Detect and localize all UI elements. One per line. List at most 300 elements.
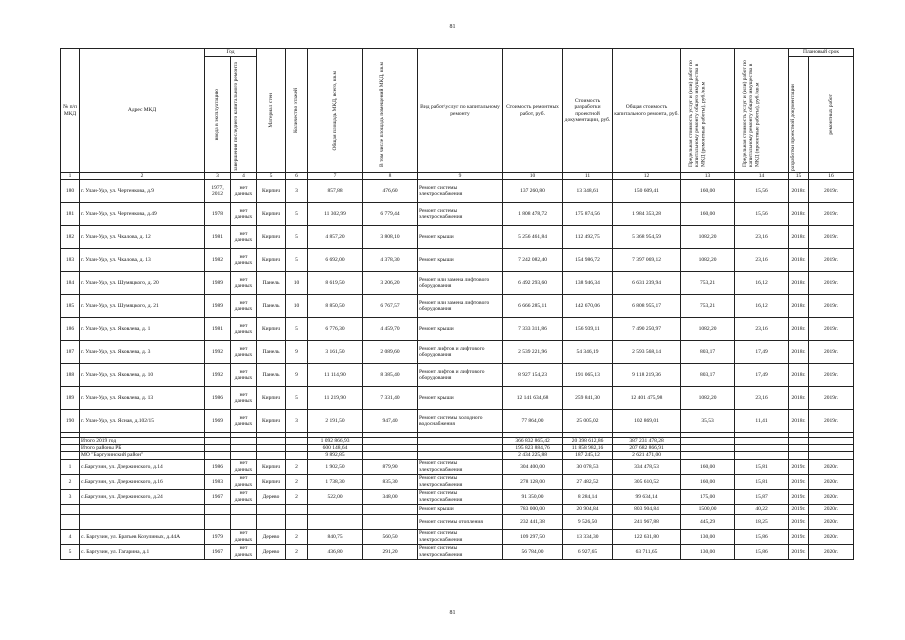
work-type-cell: Ремонт или замена лифтового оборудования <box>418 295 503 318</box>
premises-area-cell: 6 779,44 <box>363 203 418 226</box>
floors-cell: 5 <box>286 387 308 410</box>
row-number: 190 <box>61 410 80 433</box>
year-commission-cell: 1967 <box>205 489 231 504</box>
total-cost-cell: 6 631 239,94 <box>613 272 681 295</box>
last-repair-cell: нет данных <box>231 364 257 387</box>
header-floors: Количество этажей <box>293 87 300 134</box>
premises-area-cell: 7 331,40 <box>363 387 418 410</box>
header-planned-group: Плановый срок <box>789 49 854 57</box>
year-commission-cell: 1986 <box>205 459 231 474</box>
col-number: 12 <box>613 173 681 180</box>
limit-cost-design-cell: 23,16 <box>735 249 789 272</box>
planned-repair-cell: 2019г. <box>809 249 854 272</box>
limit-cost-repair-cell: 753,21 <box>681 295 735 318</box>
total-area-cell: 522,00 <box>308 489 363 504</box>
planned-repair-cell: 2020г. <box>809 529 854 544</box>
table-row <box>61 226 854 249</box>
floors-cell: 10 <box>286 272 308 295</box>
planned-design-cell: 2018г. <box>789 318 809 341</box>
work-type-cell: Ремонт крыши <box>418 387 503 410</box>
row-number: 181 <box>61 203 80 226</box>
col-number: 1 <box>61 173 80 180</box>
row-number: 3 <box>61 489 80 504</box>
col-number: 2 <box>80 173 205 180</box>
planned-design-cell: 2018г. <box>789 249 809 272</box>
work-type-cell: Ремонт системы электроснабжения <box>418 474 503 489</box>
row-number: 4 <box>61 529 80 544</box>
address-cell: г. Улан-Удэ, ул. Яковлева, д. 1 <box>80 318 205 341</box>
last-repair-cell: нет данных <box>231 474 257 489</box>
address-cell: г. Улан-Удэ, ул. Чкалова, д. 12 <box>80 226 205 249</box>
floors-cell: 10 <box>286 295 308 318</box>
col-number: 10 <box>503 173 563 180</box>
repair-register-table <box>60 48 854 560</box>
premises-area-cell: 8 385,40 <box>363 364 418 387</box>
limit-cost-repair-cell: 803,17 <box>681 341 735 364</box>
row-number: 2 <box>61 474 80 489</box>
address-cell: г. Улан-Удэ, ул. Яковлева, д. 3 <box>80 341 205 364</box>
wall-material-cell: Кирпич <box>257 249 286 272</box>
address-cell: с.Баргузин, ул. Дзержинского, д.14 <box>80 459 205 474</box>
wall-material-cell: Кирпич <box>257 203 286 226</box>
design-cost-cell: 54 346,19 <box>563 341 613 364</box>
table-row <box>61 295 854 318</box>
work-type-cell: Ремонт или замена лифтового оборудования <box>418 272 503 295</box>
planned-design-cell: 2019г. <box>789 489 809 504</box>
premises-area-cell: 4 378,30 <box>363 249 418 272</box>
total-area-cell: 840,75 <box>308 529 363 544</box>
planned-design-cell: 2018г. <box>789 295 809 318</box>
work-type-cell: Ремонт крыши <box>418 249 503 272</box>
col-number: 4 <box>231 173 257 180</box>
limit-cost-design-cell: 16,12 <box>735 295 789 318</box>
table-row <box>61 272 854 295</box>
table-body-barguzin-cont <box>61 529 854 559</box>
limit-cost-design-cell: 15,56 <box>735 180 789 203</box>
floors-cell: 2 <box>286 459 308 474</box>
address-cell: с. Баргузин, ул. Гагарина, д.1 <box>80 544 205 559</box>
work-type-cell: Ремонт лифтов и лифтового оборудования <box>418 341 503 364</box>
total-area-cell: 2 191,50 <box>308 410 363 433</box>
premises-area-cell: 476,60 <box>363 180 418 203</box>
total-cost-cell: 305 610,52 <box>613 474 681 489</box>
header-address: Адрес МКД <box>80 49 205 173</box>
last-repair-cell: нет данных <box>231 489 257 504</box>
limit-cost-repair-cell: 130,00 <box>681 529 735 544</box>
year-commission-cell: 1981 <box>205 226 231 249</box>
planned-repair-cell: 2020г. <box>809 544 854 559</box>
header-total-area: Общая площадь МКД, всего, кв.м <box>331 70 338 151</box>
total-area-cell: 8 850,50 <box>308 295 363 318</box>
header-total-cost: Общая стоимость капитального ремонта, руб. <box>613 49 681 173</box>
work-type-cell: Ремонт лифтов и лифтового оборудования <box>418 364 503 387</box>
floors-cell: 5 <box>286 318 308 341</box>
work-type-cell: Ремонт крыши <box>418 226 503 249</box>
address-cell: г. Улан-Удэ, ул. Шумяцкого, д. 20 <box>80 272 205 295</box>
address-cell: г. Улан-Удэ, ул. Чертенкова, д.9 <box>80 180 205 203</box>
year-commission-cell: 1978 <box>205 203 231 226</box>
address-cell: с. Баргузин, ул. Братьев Козулиных, д.44А <box>80 529 205 544</box>
wall-material-cell: Панель <box>257 364 286 387</box>
header-limit-cost-design: Предельная стоимость услуг и (или) работ по капитальному ремонту общего имущества в МКД (проектные работы), руб./кв.м <box>741 59 760 167</box>
col-number: 9 <box>418 173 503 180</box>
floors-cell: 9 <box>286 341 308 364</box>
planned-design-cell: 2019г. <box>789 459 809 474</box>
total-area-cell: 4 857,20 <box>308 226 363 249</box>
header-design-cost: Стоимость разработки проектной документации, руб. <box>563 49 613 173</box>
header-wall-material: Материал стен <box>267 93 274 128</box>
total-cost-cell: 334 478,53 <box>613 459 681 474</box>
limit-cost-design-cell: 17,49 <box>735 364 789 387</box>
work-cost-cell: 56 784,00 <box>503 544 563 559</box>
planned-repair-cell: 2019г. <box>809 180 854 203</box>
col-number: 7 <box>308 173 363 180</box>
total-area-cell: 11 302,99 <box>308 203 363 226</box>
year-commission-cell: 1983 <box>205 474 231 489</box>
floors-cell: 2 <box>286 529 308 544</box>
table-row: Ремонт крыши 783 000,00 20 904,84 803 904,84 1500,00 40,22 2019г. 2020г. <box>61 504 854 514</box>
limit-cost-design-cell: 15,81 <box>735 474 789 489</box>
design-cost-cell: 13 334,30 <box>563 529 613 544</box>
work-type-cell: Ремонт системы электроснабжения <box>418 544 503 559</box>
limit-cost-design-cell: 15,86 <box>735 529 789 544</box>
last-repair-cell: нет данных <box>231 180 257 203</box>
work-cost-cell: 6 666 285,11 <box>503 295 563 318</box>
last-repair-cell: нет данных <box>231 529 257 544</box>
limit-cost-repair-cell: 160,00 <box>681 474 735 489</box>
table-row <box>61 544 854 559</box>
work-type-cell: Ремонт системы электроснабжения <box>418 529 503 544</box>
last-repair-cell: нет данных <box>231 387 257 410</box>
col-number: 14 <box>735 173 789 180</box>
planned-design-cell: 2018г. <box>789 387 809 410</box>
year-commission-cell: 1981 <box>205 318 231 341</box>
work-cost-cell: 304 400,00 <box>503 459 563 474</box>
header-year-group: Год <box>205 49 257 57</box>
total-area-cell: 6 776,30 <box>308 318 363 341</box>
row-number: 189 <box>61 387 80 410</box>
total-cost-cell: 12 401 475,98 <box>613 387 681 410</box>
col-number: 3 <box>205 173 231 180</box>
total-cost-cell: 2 593 568,14 <box>613 341 681 364</box>
wall-material-cell: Кирпич <box>257 318 286 341</box>
address-cell: г. Улан-Удэ, ул. Чкалова, д. 13 <box>80 249 205 272</box>
total-cost-cell: 99 634,14 <box>613 489 681 504</box>
design-cost-cell: 259 841,30 <box>563 387 613 410</box>
work-type-cell: Ремонт системы электроснабжения <box>418 459 503 474</box>
work-cost-cell: 77 864,00 <box>503 410 563 433</box>
total-area-cell: 6 692,00 <box>308 249 363 272</box>
limit-cost-repair-cell: 160,00 <box>681 180 735 203</box>
limit-cost-design-cell: 16,12 <box>735 272 789 295</box>
limit-cost-design-cell: 15,86 <box>735 544 789 559</box>
page-number-top: 81 <box>449 24 456 30</box>
header-no: № п/п МКД <box>61 49 80 173</box>
work-type-cell: Ремонт системы электроснабжения <box>418 203 503 226</box>
address-cell: г. Улан-Удэ, ул. Чертенкова, д.49 <box>80 203 205 226</box>
header-work-type: Вид работ\услуг по капитальному ремонту <box>418 49 503 173</box>
limit-cost-design-cell: 15,56 <box>735 203 789 226</box>
premises-area-cell: 6 767,57 <box>363 295 418 318</box>
limit-cost-design-cell: 23,16 <box>735 318 789 341</box>
design-cost-cell: 138 946,34 <box>563 272 613 295</box>
work-cost-cell: 12 141 634,68 <box>503 387 563 410</box>
col-number: 13 <box>681 173 735 180</box>
design-cost-cell: 27 482,52 <box>563 474 613 489</box>
total-area-cell: 3 161,50 <box>308 341 363 364</box>
design-cost-cell: 156 939,11 <box>563 318 613 341</box>
col-number: 15 <box>789 173 809 180</box>
last-repair-cell: нет данных <box>231 295 257 318</box>
limit-cost-design-cell: 15,81 <box>735 459 789 474</box>
work-type-cell: Ремонт системы электроснабжения <box>418 180 503 203</box>
planned-design-cell: 2018г. <box>789 203 809 226</box>
year-commission-cell: 1979 <box>205 529 231 544</box>
total-row-barguzin: МО "Баргузинский район" 9 892,85 2 434 225,88 187 245,12 2 621 471,00 <box>61 452 854 459</box>
wall-material-cell: Дерево <box>257 489 286 504</box>
floors-cell: 2 <box>286 544 308 559</box>
total-area-cell: 1 902,50 <box>308 459 363 474</box>
total-cost-cell: 6 808 955,17 <box>613 295 681 318</box>
header-premises-area: В том числе площадь помещений МКД, кв.м <box>379 61 385 167</box>
year-commission-cell: 1982 <box>205 249 231 272</box>
table-row <box>61 180 854 203</box>
premises-area-cell: 560,50 <box>363 529 418 544</box>
header-work-cost: Стоимость ремонтных работ, руб. <box>503 49 563 173</box>
table-row <box>61 249 854 272</box>
limit-cost-repair-cell: 35,53 <box>681 410 735 433</box>
limit-cost-repair-cell: 130,00 <box>681 544 735 559</box>
floors-cell: 3 <box>286 410 308 433</box>
year-commission-cell: 1977, 2012 <box>205 180 231 203</box>
year-commission-cell: 1969 <box>205 410 231 433</box>
planned-repair-cell: 2019г. <box>809 410 854 433</box>
premises-area-cell: 348,00 <box>363 489 418 504</box>
total-cost-cell: 102 869,01 <box>613 410 681 433</box>
work-type-cell: Ремонт системы электроснабжения <box>418 489 503 504</box>
year-commission-cell: 1989 <box>205 295 231 318</box>
table-row <box>61 489 854 504</box>
design-cost-cell: 25 005,02 <box>563 410 613 433</box>
last-repair-cell: нет данных <box>231 203 257 226</box>
work-cost-cell: 137 260,80 <box>503 180 563 203</box>
limit-cost-repair-cell: 160,00 <box>681 459 735 474</box>
last-repair-cell: нет данных <box>231 318 257 341</box>
table-row <box>61 387 854 410</box>
planned-repair-cell: 2020г. <box>809 474 854 489</box>
table-row <box>61 364 854 387</box>
planned-design-cell: 2018г. <box>789 226 809 249</box>
limit-cost-repair-cell: 753,21 <box>681 272 735 295</box>
work-cost-cell: 1 808 478,72 <box>503 203 563 226</box>
row-number: 187 <box>61 341 80 364</box>
table-body-barguzin <box>61 459 854 504</box>
total-cost-cell: 5 368 954,59 <box>613 226 681 249</box>
row-number: 185 <box>61 295 80 318</box>
floors-cell: 5 <box>286 226 308 249</box>
premises-area-cell: 4 459,70 <box>363 318 418 341</box>
header-planned-design: разработки проектной документации <box>790 83 796 171</box>
header-year-commission: ввода в эксплуатацию <box>214 88 221 141</box>
design-cost-cell: 13 348,61 <box>563 180 613 203</box>
wall-material-cell: Дерево <box>257 544 286 559</box>
planned-repair-cell: 2019г. <box>809 272 854 295</box>
last-repair-cell: нет данных <box>231 544 257 559</box>
wall-material-cell: Дерево <box>257 529 286 544</box>
table-row <box>61 459 854 474</box>
total-cost-cell: 122 631,80 <box>613 529 681 544</box>
work-cost-cell: 91 350,00 <box>503 489 563 504</box>
header-year-last-repair: завершения последнего капитального ремонта <box>232 61 239 171</box>
col-number: 6 <box>286 173 308 180</box>
premises-area-cell: 879,90 <box>363 459 418 474</box>
premises-area-cell: 835,30 <box>363 474 418 489</box>
planned-repair-cell: 2020г. <box>809 459 854 474</box>
premises-area-cell: 947,40 <box>363 410 418 433</box>
design-cost-cell: 142 670,06 <box>563 295 613 318</box>
planned-repair-cell: 2019г. <box>809 318 854 341</box>
row-number: 188 <box>61 364 80 387</box>
row-number: 5 <box>61 544 80 559</box>
wall-material-cell: Панель <box>257 272 286 295</box>
planned-design-cell: 2018г. <box>789 341 809 364</box>
total-cost-cell: 150 609,41 <box>613 180 681 203</box>
total-area-cell: 436,80 <box>308 544 363 559</box>
work-cost-cell: 7 242 082,40 <box>503 249 563 272</box>
design-cost-cell: 6 927,65 <box>563 544 613 559</box>
wall-material-cell: Панель <box>257 341 286 364</box>
total-cost-cell: 1 984 353,28 <box>613 203 681 226</box>
planned-repair-cell: 2019г. <box>809 341 854 364</box>
limit-cost-design-cell: 15,87 <box>735 489 789 504</box>
address-cell: г. Улан-Удэ, ул. Яковлева, д. 13 <box>80 387 205 410</box>
work-cost-cell: 109 297,50 <box>503 529 563 544</box>
wall-material-cell: Кирпич <box>257 459 286 474</box>
limit-cost-repair-cell: 803,17 <box>681 364 735 387</box>
wall-material-cell: Кирпич <box>257 474 286 489</box>
table-row <box>61 318 854 341</box>
total-cost-cell: 7 490 250,97 <box>613 318 681 341</box>
floors-cell: 2 <box>286 474 308 489</box>
premises-area-cell: 3 206,20 <box>363 272 418 295</box>
address-cell: г. Улан-Удэ, ул. Ясная, д.102/15 <box>80 410 205 433</box>
table-row <box>61 341 854 364</box>
table-body-ulan-ude <box>61 180 854 433</box>
work-cost-cell: 2 539 221,96 <box>503 341 563 364</box>
work-cost-cell: 5 256 461,84 <box>503 226 563 249</box>
last-repair-cell: нет данных <box>231 410 257 433</box>
wall-material-cell: Кирпич <box>257 387 286 410</box>
col-number: 8 <box>363 173 418 180</box>
row-number: 182 <box>61 226 80 249</box>
total-cost-cell: 9 118 219,36 <box>613 364 681 387</box>
total-cost-cell: 63 711,65 <box>613 544 681 559</box>
planned-repair-cell: 2019г. <box>809 295 854 318</box>
floors-cell: 9 <box>286 364 308 387</box>
total-area-cell: 11 114,90 <box>308 364 363 387</box>
last-repair-cell: нет данных <box>231 459 257 474</box>
table-row <box>61 203 854 226</box>
design-cost-cell: 175 874,56 <box>563 203 613 226</box>
table-row: Ремонт системы отопления 232 441,38 9 526,50 241 967,88 445,29 18,25 2019г. 2020г. <box>61 514 854 529</box>
col-number: 16 <box>809 173 854 180</box>
work-cost-cell: 7 333 311,86 <box>503 318 563 341</box>
table-row <box>61 410 854 433</box>
floors-cell: 3 <box>286 180 308 203</box>
year-commission-cell: 1967 <box>205 544 231 559</box>
limit-cost-repair-cell: 1082,20 <box>681 249 735 272</box>
col-number: 11 <box>563 173 613 180</box>
premises-area-cell: 3 808,10 <box>363 226 418 249</box>
limit-cost-design-cell: 11,41 <box>735 410 789 433</box>
limit-cost-design-cell: 23,16 <box>735 226 789 249</box>
planned-repair-cell: 2019г. <box>809 203 854 226</box>
table-row <box>61 529 854 544</box>
year-commission-cell: 1992 <box>205 364 231 387</box>
total-row-regions: Итого районы РБ 600 148,64 195 823 884,76 11 858 982,16 207 682 866,91 <box>61 445 854 452</box>
floors-cell: 5 <box>286 249 308 272</box>
row-number: 186 <box>61 318 80 341</box>
address-cell: г. Улан-Удэ, ул. Яковлева, д. 10 <box>80 364 205 387</box>
address-cell: с.Баргузин, ул. Дзержинского, д.24 <box>80 489 205 504</box>
total-area-cell: 8 619,50 <box>308 272 363 295</box>
planned-repair-cell: 2019г. <box>809 226 854 249</box>
total-area-cell: 857,88 <box>308 180 363 203</box>
total-cost-cell: 7 397 069,12 <box>613 249 681 272</box>
work-cost-cell: 6 492 293,60 <box>503 272 563 295</box>
planned-design-cell: 2018г. <box>789 410 809 433</box>
last-repair-cell: нет данных <box>231 272 257 295</box>
total-area-cell: 1 738,30 <box>308 474 363 489</box>
planned-design-cell: 2018г. <box>789 272 809 295</box>
header-planned-repair: ремонтных работ <box>827 94 834 135</box>
planned-design-cell: 2018г. <box>789 364 809 387</box>
planned-repair-cell: 2019г. <box>809 387 854 410</box>
limit-cost-repair-cell: 1082,20 <box>681 318 735 341</box>
limit-cost-repair-cell: 160,00 <box>681 203 735 226</box>
table-row <box>61 474 854 489</box>
address-cell: с.Баргузин, ул. Дзержинского, д.16 <box>80 474 205 489</box>
work-cost-cell: 8 927 154,23 <box>503 364 563 387</box>
planned-design-cell: 2018г. <box>789 180 809 203</box>
year-commission-cell: 1992 <box>205 341 231 364</box>
col-number: 5 <box>257 173 286 180</box>
design-cost-cell: 154 986,72 <box>563 249 613 272</box>
row-number: 184 <box>61 272 80 295</box>
premises-area-cell: 2 089,60 <box>363 341 418 364</box>
year-commission-cell: 1989 <box>205 272 231 295</box>
last-repair-cell: нет данных <box>231 341 257 364</box>
floors-cell: 2 <box>286 489 308 504</box>
planned-design-cell: 2019г. <box>789 474 809 489</box>
header-limit-cost-repair: Предельная стоимость услуг и (или) работ по капитальному ремонту общего имущества в МКД (ремонтные работы), руб./кв.м <box>687 59 706 167</box>
wall-material-cell: Кирпич <box>257 410 286 433</box>
table-body-extra-works <box>61 504 854 529</box>
address-cell: г. Улан-Удэ, ул. Шумяцкого, д. 21 <box>80 295 205 318</box>
floors-cell: 5 <box>286 203 308 226</box>
planned-repair-cell: 2020г. <box>809 489 854 504</box>
design-cost-cell: 112 492,75 <box>563 226 613 249</box>
page-number-bottom: 81 <box>449 610 456 616</box>
design-cost-cell: 191 065,13 <box>563 364 613 387</box>
row-number: 183 <box>61 249 80 272</box>
total-area-cell: 11 219,90 <box>308 387 363 410</box>
last-repair-cell: нет данных <box>231 249 257 272</box>
row-number: 180 <box>61 180 80 203</box>
work-type-cell: Ремонт крыши <box>418 318 503 341</box>
table-body-totals <box>61 433 854 459</box>
work-type-cell: Ремонт системы холодного водоснабжения <box>418 410 503 433</box>
